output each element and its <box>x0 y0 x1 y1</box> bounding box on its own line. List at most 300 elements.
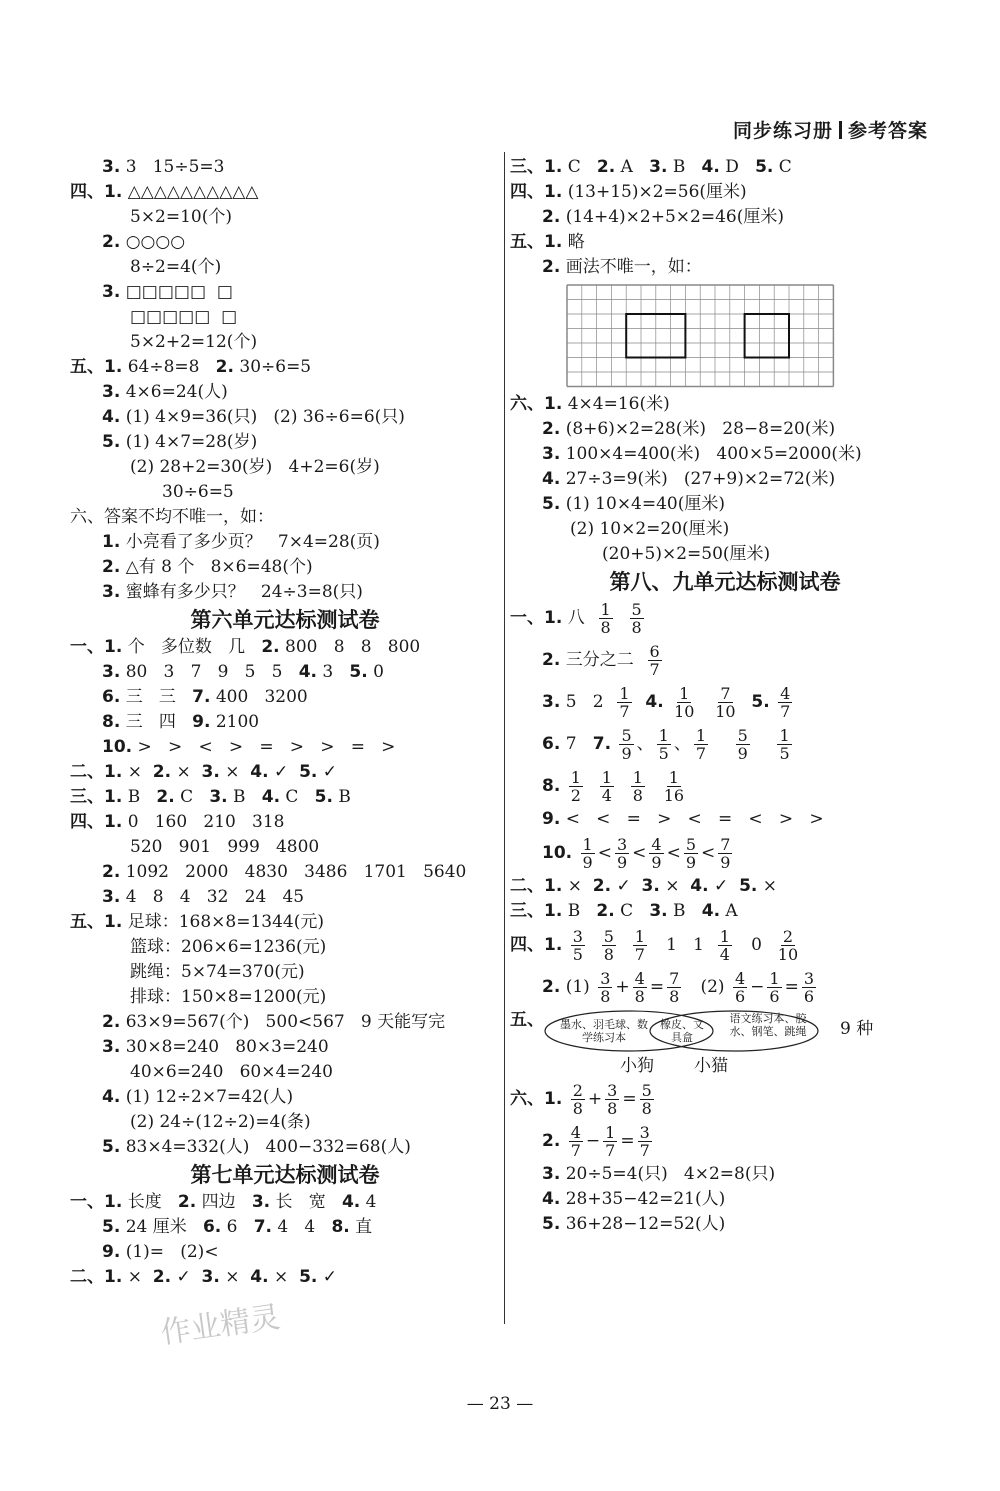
header-divider <box>839 121 842 139</box>
fraction-denominator: 7 <box>634 945 645 964</box>
answer-line <box>510 180 940 205</box>
fraction-denominator: 8 <box>600 987 611 1006</box>
fraction-denominator: 10 <box>777 945 799 964</box>
fraction <box>718 928 732 963</box>
answer-text: 8. 三 四 9. 2100 <box>102 712 260 732</box>
fraction-denominator: 7 <box>780 702 791 721</box>
fraction-numerator: 6 <box>649 642 660 661</box>
answer-text: 2. 63×9=567(个) 500<567 9 天能写完 <box>102 1012 446 1032</box>
answer-text: 5. 36+28−12=52(人) <box>542 1214 726 1234</box>
fraction-numerator: 7 <box>720 684 731 703</box>
answer-text <box>753 734 775 754</box>
answer-line <box>510 966 940 1008</box>
answer-text: 6. 三 三 7. 400 3200 <box>102 687 308 707</box>
fraction-numerator: 7 <box>669 969 680 988</box>
fraction-numerator: 3 <box>616 835 628 854</box>
answer-line <box>510 280 940 392</box>
fraction-denominator: 2 <box>570 786 581 805</box>
answer-text: 3. 5 2 <box>542 692 615 712</box>
watermark-stamp: 作业精灵 <box>158 1299 283 1352</box>
fraction <box>733 970 747 1005</box>
fraction-numerator: 3 <box>639 1123 650 1142</box>
answer-text: 9. (1)= (2)< <box>102 1242 219 1262</box>
fraction <box>631 769 645 804</box>
answer-text: 、 <box>636 734 654 754</box>
answer-text: 排球：150×8=1200(元) <box>130 987 327 1007</box>
page-number: — 23 — <box>466 1394 534 1414</box>
answer-line <box>70 635 500 660</box>
answer-text: + <box>615 977 630 997</box>
answer-text: 跳绳：5×74=370(元) <box>130 962 305 982</box>
answer-text: 3. 3 15÷5=3 <box>102 157 225 177</box>
answer-text: □□□□□ □ <box>130 307 238 327</box>
answer-text: (20+5)×2=50(厘米) <box>602 544 771 564</box>
venn-label-dog: 小狗 <box>620 1056 654 1076</box>
fraction-numerator: 5 <box>631 600 642 619</box>
fraction-numerator: 4 <box>634 969 645 988</box>
fraction-numerator: 1 <box>634 927 645 946</box>
answer-line <box>70 810 500 835</box>
answer-text: 六、1. <box>510 1089 563 1109</box>
answer-line <box>510 1212 940 1237</box>
answer-text: 三、1. B 2. C 3. B 4. C 5. B <box>70 787 351 807</box>
answer-line <box>70 985 500 1010</box>
fraction-numerator: 1 <box>658 726 669 745</box>
answer-line <box>510 1078 940 1120</box>
answer-line <box>510 392 940 417</box>
answer-line <box>70 910 500 935</box>
answer-text: 三、1. C 2. A 3. B 4. D 5. C <box>510 157 792 177</box>
question-number: 五、 <box>510 1010 544 1030</box>
answer-text: 3. 80 3 7 9 5 5 4. 3 5. 0 <box>102 662 384 682</box>
venn-left-items: 墨水、羽毛球、数学练习本 <box>560 1018 648 1044</box>
fraction <box>718 836 732 871</box>
fraction-denominator: 8 <box>669 987 680 1006</box>
answer-text: 2. 画法不唯一，如： <box>542 257 702 277</box>
fraction-denominator: 8 <box>632 786 643 805</box>
answer-line <box>70 1240 500 1265</box>
answer-line <box>70 1190 500 1215</box>
answer-text: 四、1. 0 160 210 318 <box>70 812 285 832</box>
answer-line <box>510 874 940 899</box>
answer-line <box>70 860 500 885</box>
answer-text: < <box>666 843 681 863</box>
answer-text: 5. <box>751 692 770 712</box>
answer-text <box>699 692 710 712</box>
answer-line <box>70 835 500 860</box>
answer-text <box>617 776 628 796</box>
answer-text: 2. (1) <box>542 977 596 997</box>
answer-line <box>70 355 500 380</box>
answer-line <box>70 555 500 580</box>
answer-text: 2. 三分之二 <box>542 650 645 670</box>
answer-line <box>510 205 940 230</box>
answer-line <box>70 155 500 180</box>
answer-text: 3. 蜜蜂有多少只？ 24÷3=8(只) <box>102 582 363 602</box>
answer-text: 六、1. 4×4=16(米) <box>510 394 670 414</box>
fraction-denominator: 10 <box>715 702 736 721</box>
answer-text: 二、1. × 2. ✓ 3. × 4. ✓ 5. × <box>510 876 778 896</box>
answer-text: 3. 4×6=24(人) <box>102 382 228 402</box>
answer-text: 五、1. 64÷8=8 2. 30÷6=5 <box>70 357 312 377</box>
answer-line <box>510 832 940 874</box>
fraction-numerator: 2 <box>782 927 794 946</box>
fraction <box>672 685 696 720</box>
fraction <box>619 727 633 762</box>
fraction <box>569 769 583 804</box>
header-book-title: 同步练习册 <box>732 120 833 142</box>
fraction-denominator: 8 <box>600 618 611 637</box>
fraction <box>802 970 816 1005</box>
answer-text: (2) 10×2=20(厘米) <box>570 519 730 539</box>
answer-line <box>70 530 500 555</box>
answer-line <box>510 1162 940 1187</box>
page-header <box>733 116 928 143</box>
fraction-denominator: 9 <box>582 853 593 872</box>
answer-line <box>70 1010 500 1035</box>
answer-text: 0 <box>734 935 773 955</box>
column-divider <box>504 152 505 1324</box>
fraction-numerator: 1 <box>600 600 611 619</box>
fraction <box>657 727 671 762</box>
answer-line <box>510 492 940 517</box>
answer-text <box>588 935 599 955</box>
fraction <box>694 727 708 762</box>
answer-line <box>70 785 500 810</box>
section-title: 第六单元达标测试卷 <box>190 608 380 632</box>
answer-text <box>616 608 627 628</box>
fraction-denominator: 8 <box>607 1099 618 1118</box>
fraction-numerator: 5 <box>641 1081 652 1100</box>
answer-text: 4. 27÷3=9(米) (27+9)×2=72(米) <box>542 469 836 489</box>
fraction <box>778 685 792 720</box>
answer-text: 一、1. 长度 2. 四边 3. 长 宽 4. 4 <box>70 1192 377 1212</box>
fraction <box>649 836 663 871</box>
fraction-denominator: 4 <box>719 945 730 964</box>
answer-line <box>70 935 500 960</box>
fraction-numerator: 3 <box>600 969 611 988</box>
fraction <box>615 836 629 871</box>
fraction-denominator: 8 <box>572 1099 583 1118</box>
answer-text: 2. (14+4)×2+5×2=46(厘米) <box>542 207 784 227</box>
fraction-denominator: 8 <box>631 618 642 637</box>
answer-text: 1 1 <box>649 935 715 955</box>
answer-text: = <box>784 977 799 997</box>
fraction <box>777 727 791 762</box>
fraction-denominator: 9 <box>621 744 632 763</box>
answer-text: 、 <box>673 734 691 754</box>
answer-text: 8÷2=4(个) <box>130 257 222 277</box>
fraction-numerator: 3 <box>803 969 815 988</box>
answer-text: 30÷6=5 <box>162 482 234 502</box>
fraction <box>630 601 644 636</box>
fraction <box>603 1124 617 1159</box>
fraction-numerator: 2 <box>572 1081 583 1100</box>
fraction <box>776 928 800 963</box>
fraction <box>605 1082 619 1117</box>
right-column <box>510 155 940 1237</box>
section-title: 第七单元达标测试卷 <box>190 1163 380 1187</box>
answer-text: 5. (1) 4×7=28(岁) <box>102 432 258 452</box>
fraction-numerator: 1 <box>619 684 630 703</box>
fraction-numerator: 1 <box>605 1123 616 1142</box>
fraction-numerator: 1 <box>582 835 593 854</box>
answer-line <box>70 960 500 985</box>
answer-text: 一、1. 个 多位数 几 2. 800 8 8 800 <box>70 637 421 657</box>
answer-line <box>70 505 500 530</box>
answer-text: 40×6=240 60×4=240 <box>130 1062 333 1082</box>
fraction-denominator: 8 <box>641 1099 652 1118</box>
answer-line <box>70 1265 500 1290</box>
answer-text <box>711 734 733 754</box>
fraction <box>667 970 681 1005</box>
fraction-numerator: 5 <box>737 726 748 745</box>
venn-labels <box>620 1054 800 1079</box>
answer-line <box>70 480 500 505</box>
answer-text: 8. <box>542 776 561 796</box>
fraction <box>713 685 737 720</box>
answer-line <box>70 1035 500 1060</box>
fraction-numerator: 5 <box>603 927 614 946</box>
answer-text: < <box>701 843 716 863</box>
fraction-denominator: 5 <box>572 945 583 964</box>
answer-text: 5. (1) 10×4=40(厘米) <box>542 494 726 514</box>
answer-line <box>510 417 940 442</box>
fraction <box>736 727 750 762</box>
answer-line <box>70 580 500 605</box>
header-section-title: 参考答案 <box>847 120 928 142</box>
answer-text: 2. △有 8 个 8×6=48(个) <box>102 557 313 577</box>
fraction-denominator: 7 <box>570 1141 581 1160</box>
answer-text: 4. 28+35−42=21(人) <box>542 1189 726 1209</box>
fraction-numerator: 3 <box>607 1081 618 1100</box>
answer-text: 3. 30×8=240 80×3=240 <box>102 1037 329 1057</box>
fraction-denominator: 10 <box>674 702 695 721</box>
fraction-denominator: 6 <box>803 987 815 1006</box>
fraction-numerator: 5 <box>621 726 632 745</box>
left-column <box>70 155 500 1290</box>
answer-text: 五、1. 足球：168×8=1344(元) <box>70 912 324 932</box>
answer-line <box>510 1120 940 1162</box>
answer-line <box>70 380 500 405</box>
fraction-numerator: 1 <box>769 969 780 988</box>
answer-line <box>70 735 500 760</box>
answer-text: 一、1. 八 <box>510 608 596 628</box>
fraction <box>662 769 686 804</box>
answer-text: 二、1. × 2. × 3. × 4. ✓ 5. ✓ <box>70 762 338 782</box>
answer-line <box>70 760 500 785</box>
answer-text: 4. (1) 12÷2×7=42(人) <box>102 1087 294 1107</box>
fraction-numerator: 4 <box>651 835 662 854</box>
fraction-denominator: 7 <box>605 1141 616 1160</box>
fraction <box>684 836 698 871</box>
answer-text: + <box>587 1089 603 1109</box>
answer-line <box>70 1110 500 1135</box>
answer-line <box>510 899 940 924</box>
fraction-denominator: 5 <box>779 744 790 763</box>
answer-line <box>510 155 940 180</box>
answer-line <box>510 807 940 832</box>
fraction-denominator: 9 <box>720 853 731 872</box>
answer-text: 3. 20÷5=4(只) 4×2=8(只) <box>542 1164 776 1184</box>
fraction-denominator: 7 <box>649 660 660 679</box>
answer-text: 3. 100×4=400(米) 400×5=2000(米) <box>542 444 862 464</box>
fraction-numerator: 7 <box>720 835 731 854</box>
answer-line <box>510 1008 940 1078</box>
answer-text: 篮球：206×6=1236(元) <box>130 937 327 957</box>
answer-line <box>510 597 940 639</box>
fraction-numerator: 4 <box>734 969 746 988</box>
grid-drawing <box>566 284 836 388</box>
answer-text: 3. 4 8 4 32 24 45 <box>102 887 305 907</box>
answer-text: (2) 24÷(12÷2)=4(条) <box>130 1112 311 1132</box>
answer-line <box>70 885 500 910</box>
drawn-rectangle <box>745 314 789 358</box>
answer-text: 六、答案不均不唯一，如： <box>70 507 274 527</box>
answer-text: 2. (8+6)×2=28(米) 28−8=20(米) <box>542 419 836 439</box>
fraction-denominator: 8 <box>634 987 645 1006</box>
answer-line <box>510 723 940 765</box>
answer-text: 9. < < = > < = < > > <box>542 809 824 829</box>
answer-line <box>510 681 940 723</box>
fraction-denominator: 4 <box>601 786 612 805</box>
fraction-numerator: 4 <box>570 1123 581 1142</box>
answer-line <box>510 230 940 255</box>
fraction <box>617 685 631 720</box>
answer-text: 5×2=10(个) <box>130 207 233 227</box>
answer-text: 1. 小亮看了多少页？ 7×4=28(页) <box>102 532 380 552</box>
fraction-numerator: 1 <box>668 768 679 787</box>
answer-text: (2) 28+2=30(岁) 4+2=6(岁) <box>130 457 380 477</box>
fraction-denominator: 16 <box>663 786 685 805</box>
answer-text: 5×2+2=12(个) <box>130 332 258 352</box>
venn-right-items: 语文练习本、胶水、钢笔、跳绳 <box>729 1012 807 1038</box>
answer-text: 6. 7 7. <box>542 734 612 754</box>
fraction <box>581 836 595 871</box>
fraction-denominator: 6 <box>734 987 746 1006</box>
answer-text: − <box>750 977 765 997</box>
answer-line <box>510 542 940 567</box>
answer-text: 四、1. <box>510 935 563 955</box>
answer-line <box>70 660 500 685</box>
fraction <box>600 769 614 804</box>
answer-text: (2) <box>684 977 730 997</box>
answer-line <box>70 180 500 205</box>
answer-line <box>70 685 500 710</box>
answer-text: 2. ○○○○ <box>102 232 186 252</box>
fraction <box>640 1082 654 1117</box>
venn-answer: 9 种 <box>840 1019 874 1039</box>
fraction-denominator: 7 <box>639 1141 650 1160</box>
fraction-denominator: 5 <box>658 744 669 763</box>
answer-text: < <box>597 843 612 863</box>
answer-text: 520 901 999 4800 <box>130 837 320 857</box>
venn-label-cat: 小猫 <box>694 1056 728 1076</box>
answer-line <box>70 1085 500 1110</box>
answer-line <box>70 455 500 480</box>
answer-text: 二、1. × 2. ✓ 3. × 4. × 5. ✓ <box>70 1267 338 1287</box>
answer-line <box>510 924 940 966</box>
fraction-numerator: 3 <box>572 927 583 946</box>
answer-text: − <box>585 1131 601 1151</box>
fraction <box>767 970 781 1005</box>
answer-text <box>586 776 597 796</box>
answer-text: = <box>649 977 665 997</box>
fraction-denominator: 9 <box>737 744 748 763</box>
answer-line <box>70 330 500 355</box>
answer-text: 三、1. B 2. C 3. B 4. A <box>510 901 738 921</box>
answer-line <box>70 710 500 735</box>
fraction-denominator: 7 <box>695 744 706 763</box>
answer-line <box>70 205 500 230</box>
answer-line <box>70 1215 500 1240</box>
answer-text <box>619 935 630 955</box>
fraction-numerator: 5 <box>685 835 697 854</box>
answer-text: = <box>622 1089 637 1109</box>
fraction-denominator: 8 <box>603 945 614 964</box>
fraction <box>602 928 616 963</box>
answer-text: 10. > > < > = > > = > <box>102 737 396 757</box>
fraction <box>633 970 647 1005</box>
fraction-numerator: 1 <box>632 768 643 787</box>
fraction-denominator: 7 <box>619 702 630 721</box>
fraction-numerator: 1 <box>719 927 730 946</box>
answer-line <box>510 255 940 280</box>
answer-text: 5. 24 厘米 6. 6 7. 4 4 8. 直 <box>102 1217 373 1237</box>
answer-line <box>510 1187 940 1212</box>
answer-line <box>510 765 940 807</box>
fraction-denominator: 6 <box>769 987 780 1006</box>
answer-line <box>70 255 500 280</box>
fraction <box>648 643 662 678</box>
answer-line <box>70 280 500 305</box>
answer-line <box>70 230 500 255</box>
fraction <box>598 970 612 1005</box>
fraction <box>571 1082 585 1117</box>
fraction <box>599 601 613 636</box>
fraction <box>569 1124 583 1159</box>
answer-text: < <box>632 843 647 863</box>
fraction-denominator: 9 <box>685 853 697 872</box>
fraction-numerator: 1 <box>601 768 612 787</box>
section-title: 第八、九单元达标测试卷 <box>609 570 841 594</box>
answer-line <box>510 639 940 681</box>
answer-text: = <box>620 1131 635 1151</box>
answer-text: 四、1. (13+15)×2=56(厘米) <box>510 182 747 202</box>
answer-text: 五、1. 略 <box>510 232 585 252</box>
answer-line <box>510 517 940 542</box>
answer-line <box>70 305 500 330</box>
answer-text: 4. (1) 4×9=36(只) (2) 36÷6=6(只) <box>102 407 405 427</box>
fraction-numerator: 1 <box>679 684 690 703</box>
answer-line <box>70 1060 500 1085</box>
fraction <box>638 1124 652 1159</box>
venn-middle-items: 橡皮、文具盒 <box>660 1018 704 1044</box>
answer-text: 2. 1092 2000 4830 3486 1701 5640 <box>102 862 467 882</box>
answer-line <box>70 430 500 455</box>
answer-text: 2. <box>542 1131 561 1151</box>
fraction-numerator: 1 <box>779 726 790 745</box>
answer-text: 10. <box>542 843 573 863</box>
answer-line <box>510 467 940 492</box>
answer-line <box>70 1135 500 1160</box>
answer-text: 5. 83×4=332(人) 400−332=68(人) <box>102 1137 411 1157</box>
answer-line <box>510 442 940 467</box>
fraction-denominator: 9 <box>651 853 662 872</box>
answer-text: 3. □□□□□ □ <box>102 282 233 302</box>
fraction-numerator: 4 <box>780 684 791 703</box>
answer-text: 4. <box>645 692 664 712</box>
